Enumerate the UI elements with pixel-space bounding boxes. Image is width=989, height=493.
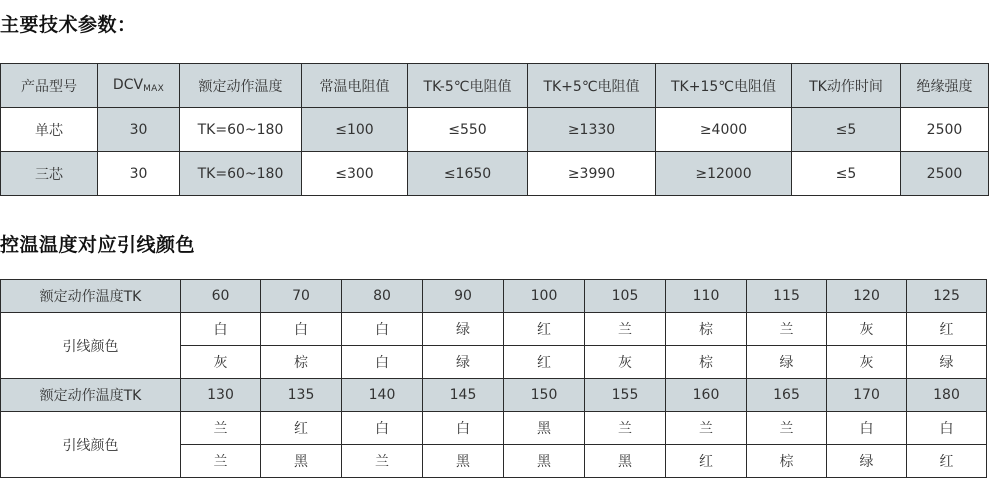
header-rated-temp: 额定动作温度 [180, 64, 302, 108]
lead-color-cell: 白 [423, 412, 504, 445]
header-resistance-minus5: TK-5℃电阻值 [408, 64, 528, 108]
lead-color-cell: 红 [261, 412, 342, 445]
cell-resistance-plus5: ≥3990 [528, 152, 656, 196]
temperature-cell: 150 [504, 379, 585, 412]
lead-color-cell: 白 [342, 313, 423, 346]
spec-header-row [1, 64, 989, 108]
header-resistance-plus5: TK+5℃电阻值 [528, 64, 656, 108]
lead-color-row [1, 313, 987, 346]
cell-action-time: ≤5 [792, 108, 901, 152]
lead-color-cell: 黑 [261, 445, 342, 478]
temperature-cell: 100 [504, 280, 585, 313]
lead-color-cell: 红 [504, 313, 585, 346]
cell-rated-temp: TK=60~180 [180, 152, 302, 196]
header-normal-resistance: 常温电阻值 [302, 64, 408, 108]
lead-color-cell: 灰 [827, 346, 907, 379]
temperature-cell: 165 [747, 379, 827, 412]
cell-resistance-plus15: ≥12000 [656, 152, 792, 196]
temperature-cell: 120 [827, 280, 907, 313]
lead-color-cell: 白 [907, 412, 987, 445]
lead-color-cell: 绿 [423, 313, 504, 346]
cell-dcv: 30 [98, 152, 180, 196]
temperature-cell: 70 [261, 280, 342, 313]
lead-color-cell: 棕 [747, 445, 827, 478]
cell-model: 单芯 [1, 108, 98, 152]
cell-model: 三芯 [1, 152, 98, 196]
cell-resistance-plus5: ≥1330 [528, 108, 656, 152]
cell-normal-resistance: ≤100 [302, 108, 408, 152]
temp-row-label: 额定动作温度TK [1, 280, 181, 313]
lead-color-cell: 兰 [585, 313, 666, 346]
temperature-cell: 135 [261, 379, 342, 412]
lead-color-cell: 兰 [747, 412, 827, 445]
lead-color-cell: 兰 [585, 412, 666, 445]
lead-color-cell: 灰 [585, 346, 666, 379]
temperature-cell: 110 [666, 280, 747, 313]
header-dcv [98, 64, 180, 108]
temperature-cell: 170 [827, 379, 907, 412]
temperature-cell: 140 [342, 379, 423, 412]
lead-color-cell: 兰 [666, 412, 747, 445]
lead-color-cell: 黑 [423, 445, 504, 478]
cell-resistance-minus5: ≤1650 [408, 152, 528, 196]
lead-color-cell: 棕 [666, 313, 747, 346]
spec-table [0, 63, 989, 196]
lead-color-cell: 黑 [585, 445, 666, 478]
cell-dcv: 30 [98, 108, 180, 152]
lead-color-cell: 兰 [342, 445, 423, 478]
spec-row-single-core [1, 108, 989, 152]
temperature-cell: 155 [585, 379, 666, 412]
header-dcv-subscript: MAX [143, 84, 165, 94]
spec-row-triple-core [1, 152, 989, 196]
temperature-cell: 145 [423, 379, 504, 412]
temperature-cell: 115 [747, 280, 827, 313]
cell-rated-temp: TK=60~180 [180, 108, 302, 152]
header-resistance-plus15: TK+15℃电阻值 [656, 64, 792, 108]
section-title-lead-colors: 控温温度对应引线颜色 [0, 234, 196, 256]
lead-color-cell: 兰 [181, 412, 261, 445]
lead-color-cell: 兰 [747, 313, 827, 346]
lead-color-cell: 白 [342, 412, 423, 445]
temperature-cell: 125 [907, 280, 987, 313]
lead-color-cell: 灰 [181, 346, 261, 379]
header-dcv-label: DCV [112, 77, 144, 93]
lead-color-cell: 白 [827, 412, 907, 445]
lead-color-cell: 兰 [181, 445, 261, 478]
cell-insulation: 2500 [901, 108, 989, 152]
lead-color-cell: 红 [504, 346, 585, 379]
temperature-cell: 160 [666, 379, 747, 412]
temperature-cell: 60 [181, 280, 261, 313]
lead-color-cell: 白 [342, 346, 423, 379]
header-action-time: TK动作时间 [792, 64, 901, 108]
cell-action-time: ≤5 [792, 152, 901, 196]
lead-color-cell: 白 [181, 313, 261, 346]
lead-color-cell: 灰 [827, 313, 907, 346]
lead-color-table [0, 279, 987, 478]
lead-color-cell: 绿 [747, 346, 827, 379]
lead-color-label: 引线颜色 [1, 313, 181, 379]
lead-color-label: 引线颜色 [1, 412, 181, 478]
lead-color-cell: 绿 [907, 346, 987, 379]
lead-color-cell: 红 [907, 445, 987, 478]
header-model: 产品型号 [1, 64, 98, 108]
lead-color-cell: 棕 [261, 346, 342, 379]
section-title-specs: 主要技术参数： [0, 14, 137, 36]
lead-color-cell: 白 [261, 313, 342, 346]
cell-insulation: 2500 [901, 152, 989, 196]
temperature-cell: 130 [181, 379, 261, 412]
lead-color-cell: 棕 [666, 346, 747, 379]
cell-normal-resistance: ≤300 [302, 152, 408, 196]
temperature-cell: 180 [907, 379, 987, 412]
lead-color-cell: 红 [666, 445, 747, 478]
lead-color-cell: 黑 [504, 412, 585, 445]
lead-color-cell: 绿 [423, 346, 504, 379]
temperature-row [1, 379, 987, 412]
header-insulation: 绝缘强度 [901, 64, 989, 108]
temperature-cell: 105 [585, 280, 666, 313]
temperature-cell: 80 [342, 280, 423, 313]
cell-resistance-plus15: ≥4000 [656, 108, 792, 152]
lead-color-cell: 绿 [827, 445, 907, 478]
cell-resistance-minus5: ≤550 [408, 108, 528, 152]
lead-color-cell: 黑 [504, 445, 585, 478]
temperature-cell: 90 [423, 280, 504, 313]
lead-color-cell: 红 [907, 313, 987, 346]
temperature-row [1, 280, 987, 313]
lead-color-row [1, 412, 987, 445]
temp-row-label: 额定动作温度TK [1, 379, 181, 412]
